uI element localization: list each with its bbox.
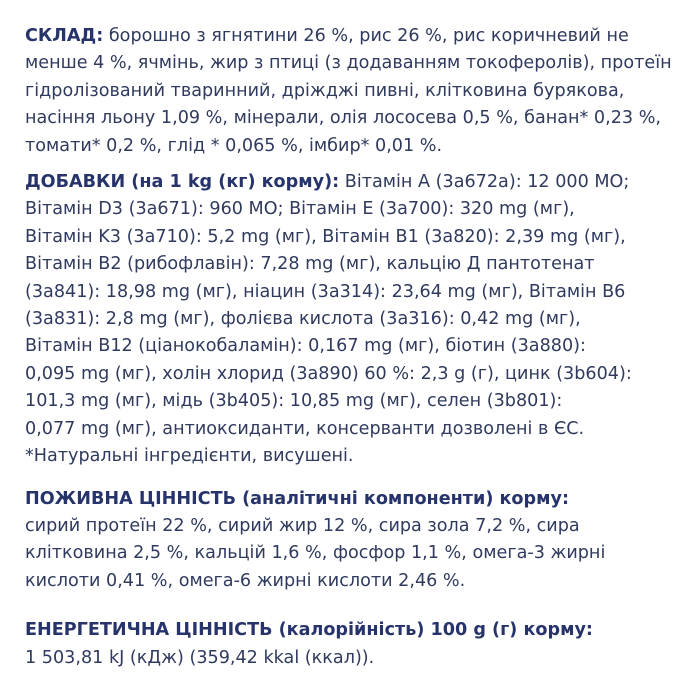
composition-heading: СКЛАД:	[25, 26, 104, 46]
additives-line-2: Вітамін D3 (3а671): 960 МО; Вітамін Е (3а700): 320 mg (мг),	[25, 199, 575, 220]
composition-section	[25, 23, 670, 160]
additives-line-4: Вітамін B2 (рибофлавін): 7,28 mg (мг), кальцію Д пантотенат	[25, 254, 595, 275]
nutrition-section	[25, 486, 670, 596]
energy-heading: ЕНЕРГЕТИЧНА ЦІННІСТЬ (калорійність) 100 g (г) корму:	[25, 620, 593, 641]
additives-line-5: (3а841): 18,98 mg (мг), ніацин (3а314): 23,64 mg (мг), Вітамін B6	[25, 281, 626, 302]
nutrition-heading: ПОЖИВНА ЦІННІСТЬ (аналітичні компоненти) корму:	[25, 488, 569, 509]
composition-line-1: СКЛАД: борошно з ягнятини 26 %, рис 26 %, рис коричневий не	[25, 26, 629, 46]
additives-line-9: 101,3 mg (мг), мідь (3b405): 10,85 mg (мг), селен (3b801):	[25, 391, 563, 412]
composition-line-5: томати* 0,2 %, глід * 0,065 %, імбир* 0,01 %.	[25, 135, 443, 156]
additives-heading: ДОБАВКИ (на 1 kg (кг) корму):	[25, 172, 340, 193]
composition-line-2: менше 4 %, ячмінь, жир з птиці (з додаванням токоферолів), протеїн	[25, 53, 672, 74]
nutrition-line-3: кислоти 0,41 %, омега-6 жирні кислоти 2,46 %.	[25, 570, 466, 591]
energy-section	[25, 617, 670, 672]
additives-line-6: (3а831): 2,8 mg (мг), фолієва кислота (3а316): 0,42 mg (мг),	[25, 309, 581, 330]
additives-line-10: 0,077 mg (мг), антиоксиданти, консерванти дозволені в ЄС.	[25, 418, 585, 439]
energy-line-1: 1 503,81 kJ (кДж) (359,42 kkal (ккал)).	[25, 647, 375, 668]
composition-line-3: гідролізований тваринний, дріжджі пивні, клітковина бурякова,	[25, 80, 625, 101]
composition-line-4: насіння льону 1,09 %, мінерали, олія лососева 0,5 %, банан* 0,23 %,	[25, 108, 662, 129]
additives-line-1: ДОБАВКИ (на 1 kg (кг) корму): Вітамін А (3а672а): 12 000 МО;	[25, 172, 630, 193]
product-label-text	[25, 23, 670, 672]
additives-footnote: *Натуральні інгредієнти, висушені.	[25, 446, 354, 467]
additives-line-3: Вітамін K3 (3а710): 5,2 mg (мг), Вітамін B1 (3а820): 2,39 mg (мг),	[25, 226, 626, 247]
additives-section	[25, 169, 670, 470]
additives-line-7: Вітамін B12 (ціанокобаламін): 0,167 mg (мг), біотин (3а880):	[25, 336, 586, 357]
nutrition-line-1: сирий протеїн 22 %, сирий жир 12 %, сира зола 7,2 %, сира	[25, 515, 580, 536]
additives-line-8: 0,095 mg (мг), холін хлорид (3а890) 60 %: 2,3 g (г), цинк (3b604):	[25, 363, 632, 384]
nutrition-line-2: клітковина 2,5 %, кальцій 1,6 %, фосфор 1,1 %, омега-3 жирні	[25, 543, 606, 564]
